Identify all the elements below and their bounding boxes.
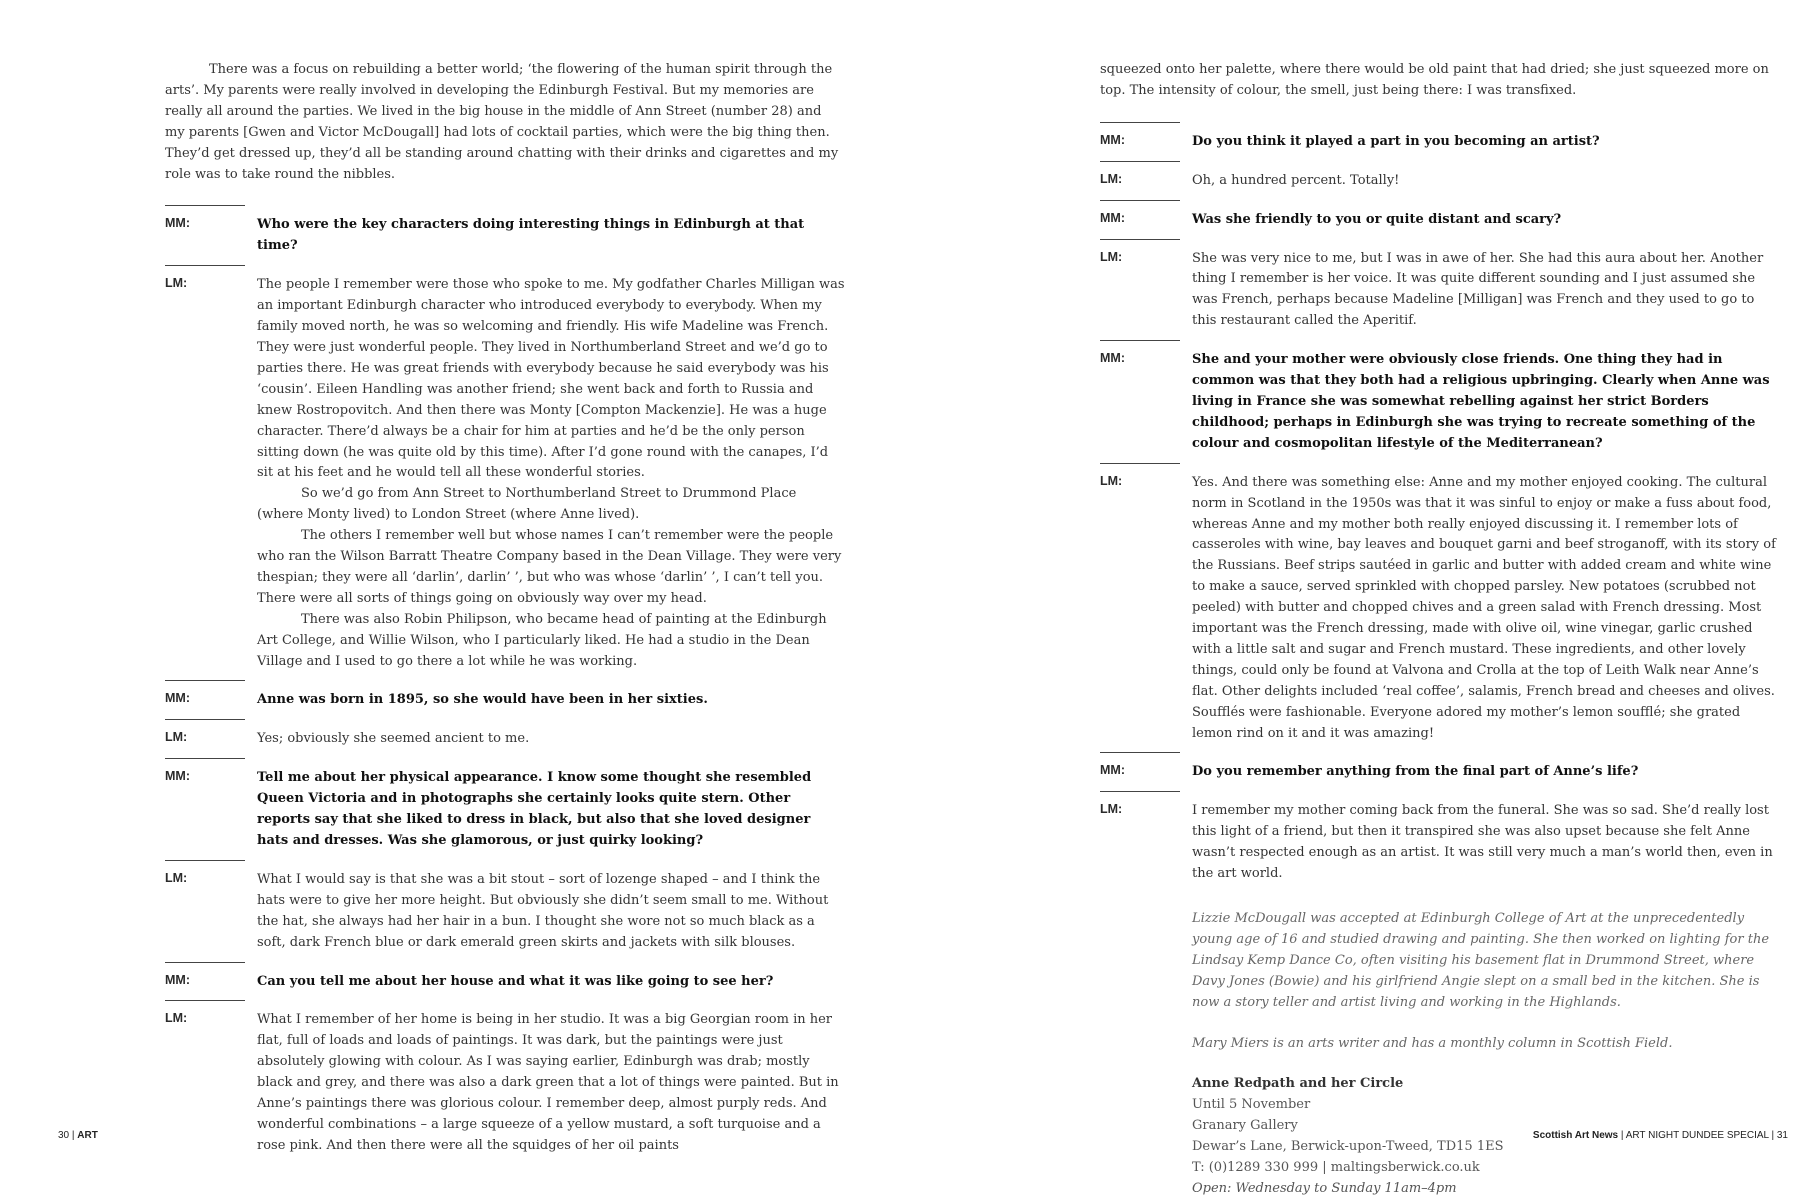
answer-text: There was also Robin Philipson, who became head of painting at the Edinburgh Art College, and Willie Wilson, who I particularly liked. He had a studio in the Dean Village and I used to go there a lot while he was working. <box>257 611 827 669</box>
answer-row <box>1100 239 1780 333</box>
question-text: Was she friendly to you or quite distant and scary? <box>1192 211 1562 227</box>
question-row <box>165 962 845 993</box>
exhibition-title: Anne Redpath and her Circle <box>1192 1076 1404 1092</box>
question-text: Who were the key characters doing interesting things in Edinburgh at that time? <box>257 217 805 254</box>
speaker-label: MM: <box>1100 122 1180 147</box>
footer-section-page: | ART NIGHT DUNDEE SPECIAL | 31 <box>1618 1130 1788 1141</box>
answer-text: The others I remember well but whose names I can’t remember were the people who ran the Wilson Barratt Theatre Company based in the Dean Village. They were very thespian; they were all ‘darlin’, darlin’ ’, but who was whose ‘darlin’ ’, I can’t tell you. There were all sorts of things going on obviously way over my head. <box>257 528 842 606</box>
question-row <box>1100 122 1780 153</box>
right-intro <box>1100 60 1780 102</box>
answer-text: Yes. And there was something else: Anne and my mother enjoyed cooking. The cultural norm in Scotland in the 1950s was that it was sinful to enjoy or make a fuss about food, whereas Anne and my mother both really enjoyed discussing it. I remember lots of casseroles with wine, bay leaves and bouquet garni and beef stroganoff, with its story of the Russians. Beef strips sautéed in garlic and butter with added cream and white wine to make a sauce, served sprinkled with chopped parsley. New potatoes (scrubbed not peeled) with butter and chopped chives and a green salad with French dressing. Most important was the French dressing, made with olive oil, wine vinegar, garlic crushed with a little salt and sugar and French mustard. These ingredients, and other lovely things, could only be found at Valvona and Crolla at the top of Leith Walk near Anne’s flat. Other delights included ‘real coffee’, salamis, French bread and cheeses and olives. Soufflés were fashionable. Everyone adored my mother’s lemon soufflé; she grated lemon rind on it and it was amazing! <box>1192 474 1776 741</box>
answer-text: The people I remember were those who spoke to me. My godfather Charles Milligan was an important Edinburgh character who introduced everybody to everybody. When my family moved north, he was so welcoming and friendly. His wife Madeline was French. They were just wonderful people. They lived in Northumberland Street and we’d go to parties there. He was great friends with everybody because he said everybody was his ‘cousin’. Eileen Handling was another friend; she went back and forth to Russia and knew Rostropovitch. And then there was Monty [Compton Mackenzie]. He was a huge character. There’d always be a chair for him at parties and he’d be the only person sitting down (he was quite old by this time). After I’d gone round with the canapes, I’d sit at his feet and he would tell all these wonderful stories. <box>257 277 845 481</box>
answer-text: What I would say is that she was a bit stout – sort of lozenge shaped – and I think the hats were to give her more height. But obviously she didn’t seem small to me. Without the hat, she always had her hair in a bun. I thought she wore not so much black as a soft, dark French blue or dark emerald green skirts and jackets with silk blouses. <box>257 871 829 950</box>
speaker-label: LM: <box>165 860 245 885</box>
question-text: Do you think it played a part in you becoming an artist? <box>1192 133 1600 149</box>
answer-text: I remember my mother coming back from the funeral. She was so sad. She’d really lost this light of a friend, but then it transpired she was also upset because she felt Anne wasn’t respected enough as an artist. It was still very much a man’s world then, even in the art world. <box>1192 803 1773 882</box>
speaker-label: MM: <box>1100 340 1180 365</box>
answer-row <box>165 719 845 750</box>
right-page <box>1100 60 1780 1200</box>
writer-credit: Mary Miers is an arts writer and has a monthly column in Scottish Field. <box>1192 1035 1673 1051</box>
speaker-label: MM: <box>165 758 245 783</box>
answer-row <box>165 265 845 672</box>
answer-row <box>1100 463 1780 745</box>
speaker-label: MM: <box>165 962 245 987</box>
speaker-label: LM: <box>1100 239 1180 264</box>
answer-text: So we’d go from Ann Street to Northumberland Street to Drummond Place (where Monty lived) to London Street (where Anne lived). <box>257 486 797 523</box>
exhibition-dates: Until 5 November <box>1192 1097 1311 1113</box>
answer-text: Oh, a hundred percent. Totally! <box>1192 172 1400 188</box>
speaker-label: LM: <box>1100 161 1180 186</box>
exhibition-venue: Granary Gallery <box>1192 1118 1298 1134</box>
question-text: Anne was born in 1895, so she would have been in her sixties. <box>257 692 708 708</box>
left-page <box>165 60 845 1157</box>
answer-row <box>1100 791 1780 885</box>
question-text: Do you remember anything from the final part of Anne’s life? <box>1192 764 1639 780</box>
exhibition-contact: T: (0)1289 330 999 | maltingsberwick.co.uk <box>1192 1160 1480 1176</box>
left-interview <box>165 205 845 1156</box>
answer-text: She was very nice to me, but I was in awe of her. She had this aura about her. Another thing I remember is her voice. It was quite different sounding and I just assumed she was French, perhaps because Madeline [Milligan] was French and they used to go to this restaurant called the Aperitif. <box>1192 250 1764 329</box>
question-row <box>1100 340 1780 455</box>
intro-paragraph: squeezed onto her palette, where there would be old paint that had dried; she just squeezed more on top. The intensity of colour, the smell, just being there: I was transfixed. <box>1100 62 1769 98</box>
answer-row <box>165 860 845 954</box>
left-footer <box>58 1130 98 1141</box>
section-name: ART <box>77 1130 98 1141</box>
question-row <box>165 680 845 711</box>
speaker-label: MM: <box>1100 752 1180 777</box>
intro-paragraph: There was a focus on rebuilding a better world; ‘the flowering of the human spirit through the arts’. My parents were really involved in developing the Edinburgh Festival. But my memories are really all around the parties. We lived in the big house in the middle of Ann Street (number 28) and my parents [Gwen and Victor McDougall] had lots of cocktail parties, which were the big thing then. They’d get dressed up, they’d all be standing around chatting with their drinks and cigarettes and my role was to take round the nibbles. <box>165 62 839 182</box>
speaker-label: LM: <box>165 719 245 744</box>
speaker-label: LM: <box>1100 463 1180 488</box>
question-text: She and your mother were obviously close friends. One thing they had in common was that they both had a religious upbringing. Clearly when Anne was living in France she was somewhat rebelling against her strict Borders childhood; perhaps in Edinburgh she was trying to recreate something of the colour and cosmopolitan lifestyle of the Mediterranean? <box>1192 352 1770 451</box>
question-row <box>1100 200 1780 231</box>
exhibition-address: Dewar’s Lane, Berwick-upon-Tweed, TD15 1ES <box>1192 1139 1504 1155</box>
page-number: 30 | <box>58 1130 78 1141</box>
exhibition-hours: Open: Wednesday to Sunday 11am–4pm <box>1192 1180 1457 1196</box>
right-interview <box>1100 122 1780 885</box>
answer-text: Yes; obviously she seemed ancient to me. <box>257 731 530 747</box>
question-text: Tell me about her physical appearance. I know some thought she resembled Queen Victoria and in photographs she certainly looks quite stern. Other reports say that she liked to dress in black, but also that she loved designer hats and dresses. Was she glamorous, or just quirky looking? <box>257 770 812 848</box>
speaker-label: LM: <box>165 265 245 290</box>
answer-row <box>165 1000 845 1156</box>
left-intro <box>165 60 845 185</box>
answer-row <box>1100 161 1780 192</box>
speaker-label: LM: <box>165 1000 245 1025</box>
right-footer <box>1533 1130 1788 1141</box>
answer-text: What I remember of her home is being in her studio. It was a big Georgian room in her flat, full of loads and loads of paintings. It was dark, but the paintings were just absolutely glowing with colour. As I was saying earlier, Edinburgh was drab; mostly black and grey, and there was also a dark green that a lot of things were painted. But in Anne’s paintings there was glorious colour. I remember deep, almost purply reds. And wonderful combinations – a large squeeze of a yellow mustard, a soft turquoise and a rose pink. And then there were all the squidges of her oil paints <box>257 1012 839 1153</box>
question-row <box>165 758 845 852</box>
speaker-label: MM: <box>1100 200 1180 225</box>
speaker-label: MM: <box>165 680 245 705</box>
author-bio: Lizzie McDougall was accepted at Edinburgh College of Art at the unprecedentedly young age of 16 and studied drawing and painting. She then worked on lighting for the Lindsay Kemp Dance Co, often visiting his basement flat in Drummond Street, where Davy Jones (Bowie) and his girlfriend Angie slept on a small bed in the kitchen. She is now a story teller and artist living and working in the Highlands. <box>1192 911 1770 1010</box>
publication-name: Scottish Art News <box>1532 1130 1619 1141</box>
speaker-label: LM: <box>1100 791 1180 816</box>
question-row <box>165 205 845 257</box>
question-text: Can you tell me about her house and what it was like going to see her? <box>257 973 774 989</box>
speaker-label: MM: <box>165 205 245 230</box>
bio-block <box>1100 891 1780 1200</box>
question-row <box>1100 752 1780 783</box>
